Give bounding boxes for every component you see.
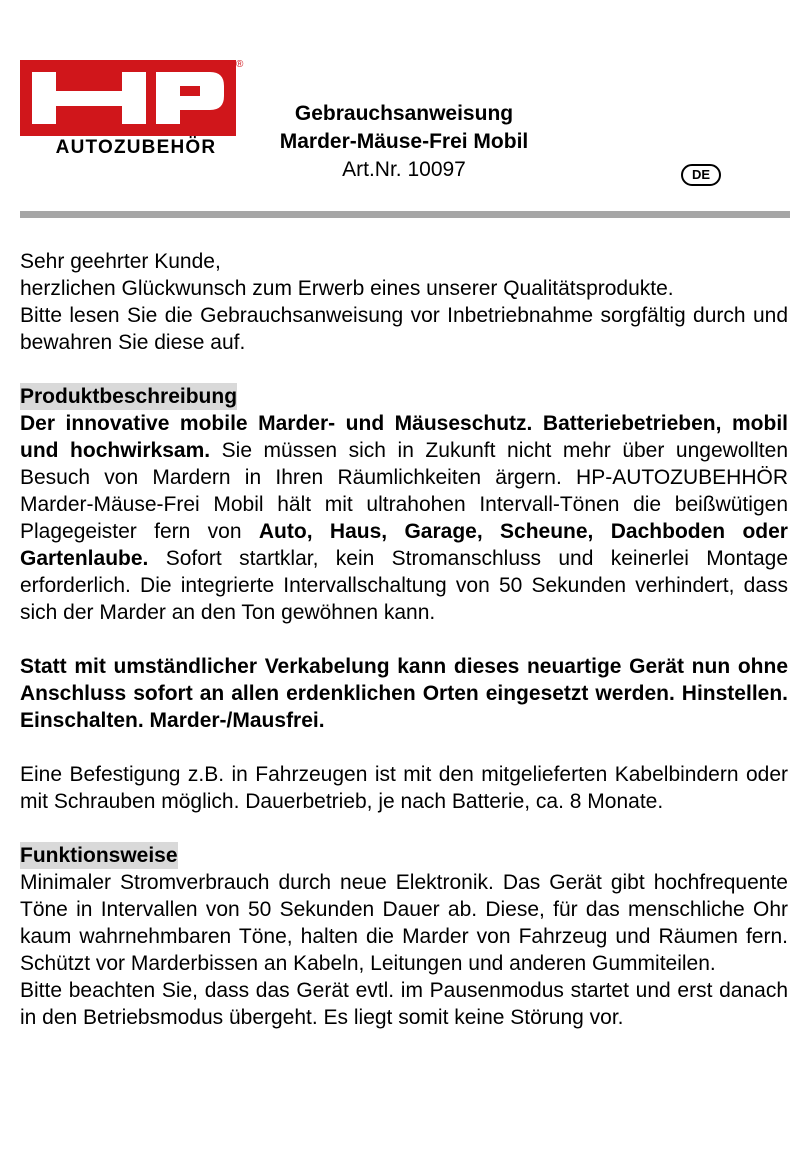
hp-logo: [20, 60, 246, 160]
product-name: Marder-Mäuse-Frei Mobil: [279, 130, 529, 153]
highlight-paragraph: Statt mit umständlicher Verkabelung kann dieses neuartige Gerät nun ohne Anschluss sofort an allen erdenklichen Orten eingesetzt werden. Hinstellen. Einschalten. Marder-/Mausfrei.: [20, 655, 788, 732]
heading-funktionsweise: Funktionsweise: [20, 844, 178, 867]
product-text-2: Sofort startklar, kein Stromanschluss und keinerlei Montage erforderlich. Die integrierte Intervallschaltung von 50 Sekunden verhindert, dass sich der Marder an den Ton gewöhnen kann.: [20, 547, 788, 624]
registered-mark: ®: [236, 59, 244, 70]
function-paragraph-1: Minimaler Stromverbrauch durch neue Elektronik. Das Gerät gibt hochfrequente Töne in Intervallen von 50 Sekunden Dauer ab. Diese, für das menschliche Ohr kaum wahrnehmbaren Töne, halten die Marder von Fahrzeug und Räumen fern. Schützt vor Marderbissen an Kabeln, Leitungen und anderen Gummiteilen.: [20, 871, 788, 975]
heading-produktbeschreibung: Produktbeschreibung: [20, 385, 238, 408]
document-header: [252, 100, 556, 184]
hp-logo-mark: [20, 60, 236, 136]
function-paragraph-2: Bitte beachten Sie, dass das Gerät evtl. im Pausenmodus startet und erst danach in den Betriebsmodus übergeht. Es liegt somit keine Störung vor.: [20, 979, 788, 1029]
salutation: Sehr geehrter Kunde,: [20, 250, 221, 273]
intro-line-2: Bitte lesen Sie die Gebrauchsanweisung vor Inbetriebnahme sorgfältig durch und bewahren Sie diese auf.: [20, 304, 788, 354]
logo-h-left: [32, 72, 56, 124]
logo-h-right: [122, 72, 146, 124]
mounting-paragraph: Eine Befestigung z.B. in Fahrzeugen ist mit den mitgelieferten Kabelbindern oder mit Schrauben möglich. Dauerbetrieb, je nach Batterie, ca. 8 Monate.: [20, 763, 788, 813]
intro-line-1: herzlichen Glückwunsch zum Erwerb eines unserer Qualitätsprodukte.: [20, 277, 674, 300]
doc-title: Gebrauchsanweisung: [294, 102, 514, 125]
document-body: [20, 248, 788, 1031]
product-lead: Der innovative mobile Marder- und Mäuseschutz. Batteriebetrieben, mobil und hochwirksam.: [20, 412, 788, 462]
product-text-1: Sie müssen sich in Zukunft nicht mehr über ungewollten Besuch von Mardern in Ihren Räumlichkeiten ärgern. HP-AUTOZUBEHHÖR Marder-Mäuse-Frei Mobil hält mit ultrahohen Intervall-Tönen die beißwütigen Plagegeister fern von: [20, 439, 788, 543]
article-number: Art.Nr. 10097: [342, 158, 466, 181]
header-divider: [20, 211, 790, 218]
logo-wordmark: AUTOZUBEHÖR: [55, 137, 217, 158]
product-description-paragraph: [20, 410, 788, 626]
language-badge: DE: [681, 164, 721, 186]
product-places: Auto, Haus, Garage, Scheune, Dachboden oder Gartenlaube.: [20, 520, 788, 570]
logo-h-bar: [56, 91, 122, 106]
